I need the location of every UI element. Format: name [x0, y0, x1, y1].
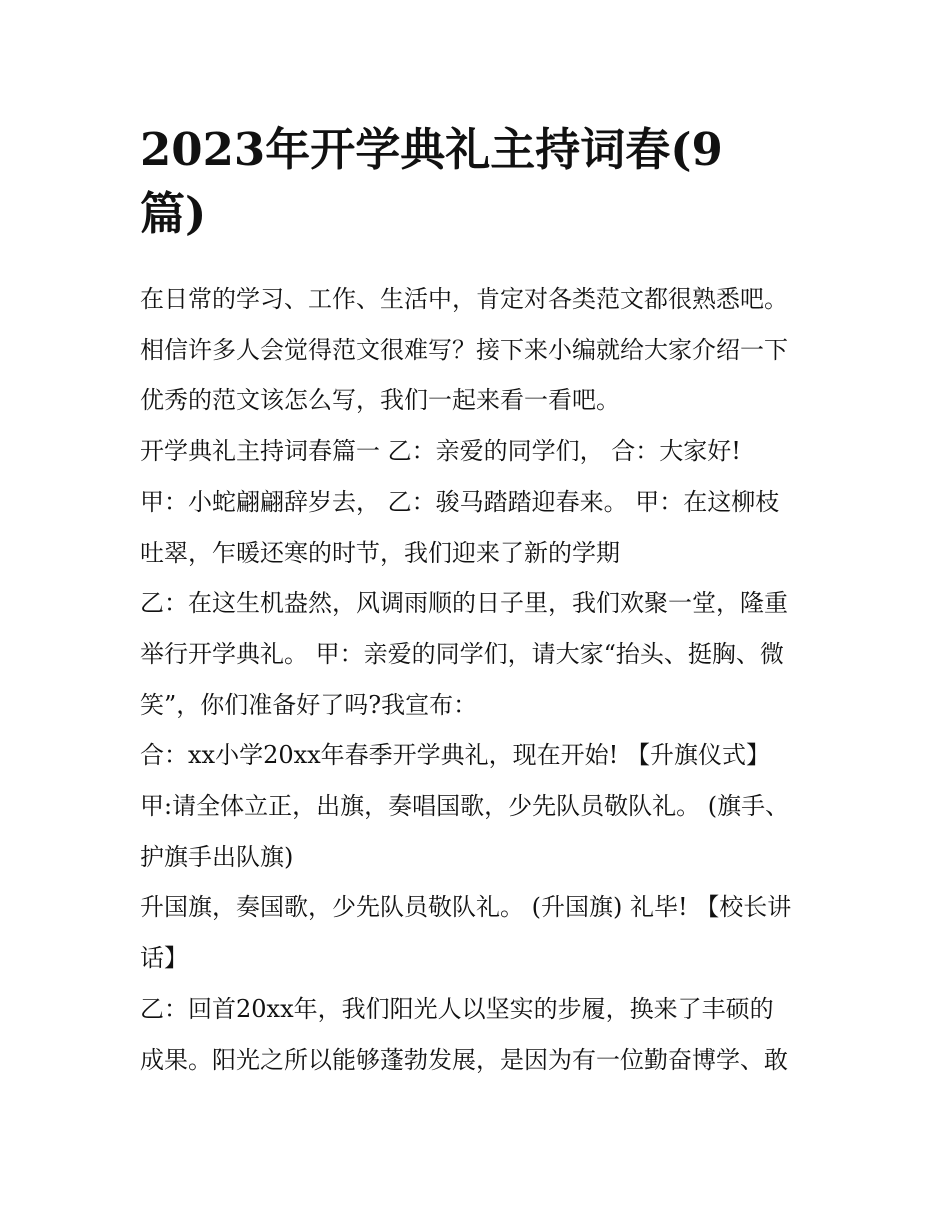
body-line-10: 合：xx小学20xx年春季开学典礼，现在开始! 【升旗仪式】	[140, 741, 770, 770]
body-line-5: 甲：小蛇翩翩辞岁去， 乙：骏马踏踏迎春来。 甲：在这柳枝	[140, 487, 780, 516]
title-line-1: 2023年开学典礼主持词春(9	[140, 123, 723, 176]
body-line-8: 举行开学典礼。 甲：亲爱的同学们，请大家“抬头、挺胸、微	[140, 639, 784, 668]
body-line-12: 护旗手出队旗)	[140, 842, 294, 871]
body-line-4: 开学典礼主持词春篇一 乙：亲爱的同学们， 合：大家好!	[140, 437, 741, 466]
document-title	[140, 118, 790, 246]
body-line-15: 乙：回首20xx年，我们阳光人以坚实的步履，换来了丰硕的	[140, 994, 774, 1023]
body-line-6: 吐翠，乍暖还寒的时节，我们迎来了新的学期	[140, 538, 620, 567]
body-line-16: 成果。阳光之所以能够蓬勃发展，是因为有一位勤奋博学、敢	[140, 1045, 788, 1074]
body-line-13: 升国旗，奏国歌，少先队员敬队礼。 (升国旗) 礼毕! 【校长讲	[140, 893, 792, 922]
body-line-9: 笑”，你们准备好了吗?我宣布：	[140, 690, 478, 719]
body-line-2: 相信许多人会觉得范文很难写？接下来小编就给大家介绍一下	[140, 335, 788, 364]
body-line-7: 乙：在这生机盎然，风调雨顺的日子里，我们欢聚一堂，隆重	[140, 589, 788, 618]
body-line-1: 在日常的学习、工作、生活中，肯定对各类范文都很熟悉吧。	[140, 285, 788, 313]
body-line-14: 话】	[140, 944, 188, 973]
body-line-11: 甲:请全体立正，出旗，奏唱国歌，少先队员敬队礼。 (旗手、	[140, 792, 790, 821]
document-body	[140, 274, 815, 1085]
title-line-2: 篇)	[140, 187, 207, 240]
body-line-3: 优秀的范文该怎么写，我们一起来看一看吧。	[140, 386, 620, 415]
